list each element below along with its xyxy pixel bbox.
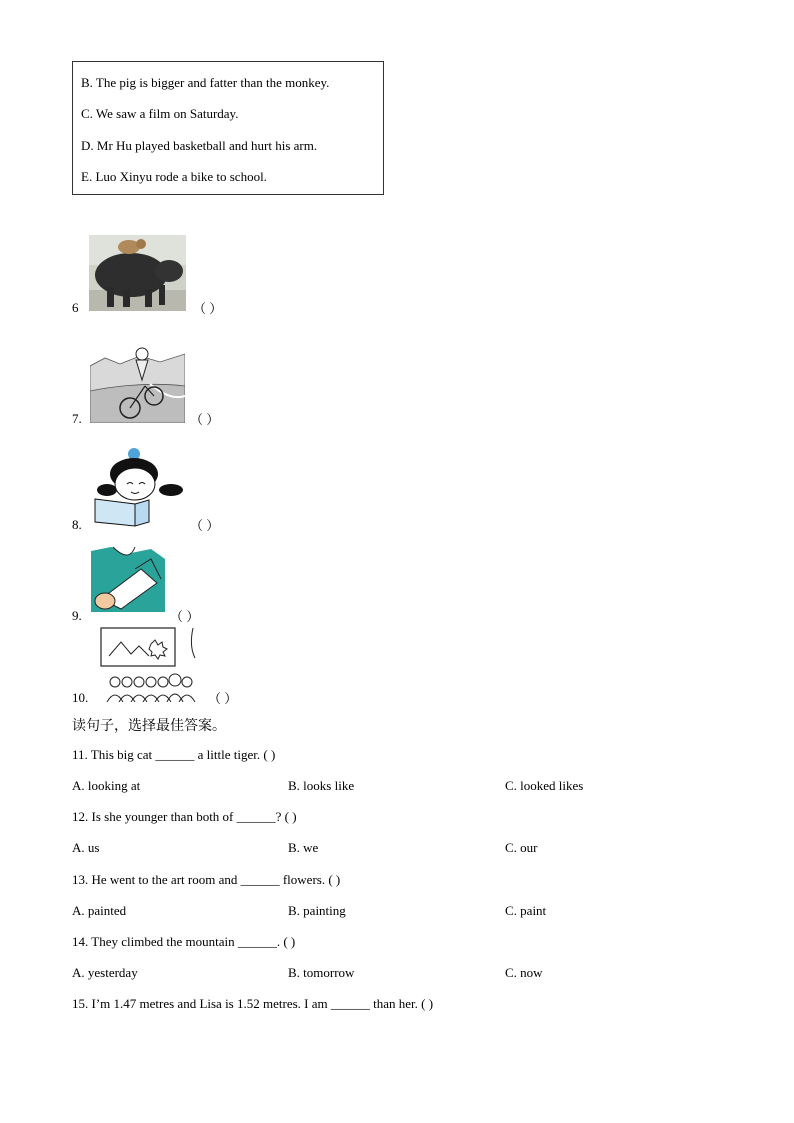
question-12-text: 12. Is she younger than both of ______? ( ) (72, 809, 297, 824)
question-15-text: 15. I’m 1.47 metres and Lisa is 1.52 metres. I am ______ than her. ( ) (72, 996, 434, 1011)
question-10-answer-blank[interactable]: （ ） (208, 691, 238, 706)
option-e: E. Luo Xinyu rode a bike to school. (81, 169, 267, 184)
question-11-text: 11. This big cat ______ a little tiger. ( ) (72, 747, 276, 762)
question-7-answer-blank[interactable]: （ ） (190, 412, 220, 427)
question-13-option-b[interactable]: B. painting (288, 903, 346, 918)
question-14-text: 14. They climbed the mountain ______. ( ) (72, 934, 296, 949)
question-14-option-c[interactable]: C. now (505, 965, 543, 980)
question-7-number: 7. (72, 411, 82, 426)
question-13-option-c[interactable]: C. paint (505, 903, 547, 918)
question-12-option-c[interactable]: C. our (505, 840, 538, 855)
question-6-number: 6 (72, 300, 79, 315)
question-9-number: 9. (72, 608, 82, 623)
option-b: B. The pig is bigger and fatter than the monkey. (81, 75, 330, 90)
question-11-option-c[interactable]: C. looked likes (505, 778, 584, 793)
question-13-option-a[interactable]: A. painted (72, 903, 127, 918)
answer-options-box (72, 61, 384, 195)
pig-with-monkey-photo (89, 235, 186, 311)
question-11-option-b[interactable]: B. looks like (288, 778, 355, 793)
question-8-answer-blank[interactable]: （ ） (190, 518, 220, 533)
girl-reading-book-drawing (89, 444, 186, 529)
boy-riding-bike-drawing (90, 346, 185, 423)
option-c: C. We saw a film on Saturday. (81, 106, 239, 121)
question-12-option-b[interactable]: B. we (288, 840, 319, 855)
question-11-option-a[interactable]: A. looking at (72, 778, 141, 793)
option-d: D. Mr Hu played basketball and hurt his arm. (81, 138, 318, 153)
cinema-audience-drawing (99, 624, 202, 702)
question-9-answer-blank[interactable]: （ ） (170, 609, 200, 624)
question-14-option-a[interactable]: A. yesterday (72, 965, 138, 980)
question-13-text: 13. He went to the art room and ______ flowers. ( ) (72, 872, 341, 887)
question-10-number: 10. (72, 690, 89, 705)
question-14-option-b[interactable]: B. tomorrow (288, 965, 355, 980)
section-heading: 读句子，选择最佳答案。 (72, 718, 226, 734)
question-12-option-a[interactable]: A. us (72, 840, 100, 855)
arm-in-sling-drawing (91, 539, 165, 612)
question-6-answer-blank[interactable]: （ ） (193, 301, 223, 316)
question-8-number: 8. (72, 517, 82, 532)
